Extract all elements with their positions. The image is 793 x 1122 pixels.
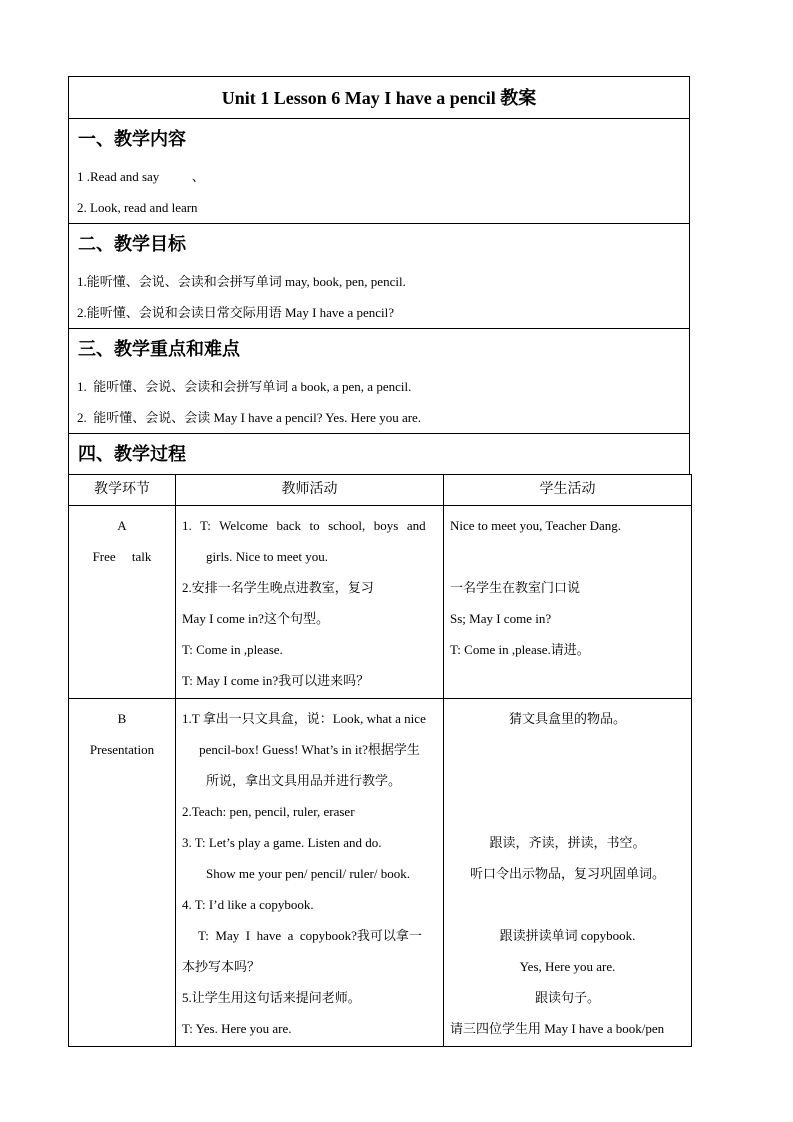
section-heading: 一、教学内容 bbox=[78, 129, 186, 149]
teacher-line: T: Yes. Here you are. bbox=[182, 1021, 292, 1036]
teacher-line: May I come in?这个句型。 bbox=[182, 611, 329, 626]
teacher-line: girls. Nice to meet you. bbox=[206, 549, 329, 564]
stage-cell bbox=[69, 506, 176, 699]
page-title: Unit 1 Lesson 6 May I have a pencil 教案 bbox=[68, 76, 690, 118]
column-header: 教师活动 bbox=[176, 475, 444, 506]
section-heading: 四、教学过程 bbox=[78, 444, 186, 464]
teacher-line: T: Come in ,please. bbox=[182, 642, 283, 657]
student-line: 跟读拼读单词 copybook. bbox=[499, 928, 636, 943]
section-key-points bbox=[68, 328, 690, 433]
section-process bbox=[68, 433, 690, 474]
stage-label: B bbox=[117, 711, 127, 726]
teacher-line: pencil-box! Guess! What’s in it?根据学生 bbox=[199, 742, 420, 757]
stage-name: Presentation bbox=[89, 742, 155, 757]
student-line: 听口令出示物品，复习巩固单词。 bbox=[469, 866, 665, 881]
student-line: Yes, Here you are. bbox=[519, 959, 616, 974]
teacher-line: Show me your pen/ pencil/ ruler/ book. bbox=[206, 866, 410, 881]
teacher-line: 3. T: Let’s play a game. Listen and do. bbox=[182, 835, 382, 850]
teacher-line: 4. T: I’d like a copybook. bbox=[182, 897, 314, 912]
teacher-line: 1. T: Welcome back to school, boys and bbox=[182, 518, 426, 533]
section-line: 2.能听懂、会说和会读日常交际用语 May I have a pencil? bbox=[77, 305, 395, 320]
stage-name: Free talk bbox=[92, 549, 152, 564]
teacher-activity-cell bbox=[176, 506, 444, 699]
teacher-line: 本抄写本吗？ bbox=[182, 959, 261, 974]
student-line bbox=[450, 889, 685, 920]
table-row bbox=[69, 506, 692, 699]
teacher-line: 2.Teach: pen, pencil, ruler, eraser bbox=[182, 804, 355, 819]
student-line: Ss; May I come in? bbox=[450, 611, 552, 626]
student-line: Nice to meet you, Teacher Dang. bbox=[450, 518, 622, 533]
stage-label: A bbox=[117, 518, 127, 533]
teacher-line: 1.T 拿出一只文具盒，说：Look, what a nice bbox=[182, 711, 426, 726]
teacher-line: 5.让学生用这句话来提问老师。 bbox=[182, 990, 361, 1005]
student-line: 一名学生在教室门口说 bbox=[450, 580, 581, 595]
student-activity-cell bbox=[444, 699, 692, 1047]
section-line: 1. 能听懂、会说、会读和会拼写单词 a book, a pen, a pencil. bbox=[77, 379, 412, 394]
teacher-line: T: May I come in?我可以进来吗？ bbox=[182, 673, 370, 688]
teacher-line: 所说，拿出文具用品并进行教学。 bbox=[206, 773, 402, 788]
table-header-row bbox=[69, 475, 692, 506]
teacher-line: 2.安排一名学生晚点进教室，复习 bbox=[182, 580, 374, 595]
table-row bbox=[69, 699, 692, 1047]
lesson-plan-page bbox=[68, 76, 690, 1047]
section-line: 2. 能听懂、会说、会读 May I have a pencil? Yes. Here you are. bbox=[77, 410, 422, 425]
section-objectives bbox=[68, 223, 690, 328]
section-heading: 三、教学重点和难点 bbox=[78, 339, 240, 359]
section-content bbox=[68, 118, 690, 223]
student-line bbox=[450, 765, 685, 796]
student-line bbox=[450, 796, 685, 827]
process-table bbox=[68, 474, 692, 1047]
column-header: 学生活动 bbox=[444, 475, 692, 506]
student-line bbox=[450, 541, 685, 572]
student-line bbox=[450, 734, 685, 765]
student-line: 请三四位学生用 May I have a book/pen bbox=[450, 1021, 665, 1036]
student-line: 猜文具盒里的物品。 bbox=[508, 711, 626, 726]
student-activity-cell bbox=[444, 506, 692, 699]
stage-cell bbox=[69, 699, 176, 1047]
teacher-line: T: May I have a copybook?我可以拿一 bbox=[198, 928, 422, 943]
student-line: 跟读句子。 bbox=[534, 990, 600, 1005]
section-line: 2. Look, read and learn bbox=[77, 200, 198, 215]
teacher-activity-cell bbox=[176, 699, 444, 1047]
section-line: 1 .Read and say 、 bbox=[77, 169, 205, 184]
section-heading: 二、教学目标 bbox=[78, 234, 186, 254]
column-header: 教学环节 bbox=[69, 475, 176, 506]
student-line: 跟读，齐读，拼读，书空。 bbox=[489, 835, 646, 850]
student-line: T: Come in ,please.请进。 bbox=[450, 642, 590, 657]
section-line: 1.能听懂、会说、会读和会拼写单词 may, book, pen, pencil. bbox=[77, 274, 406, 289]
